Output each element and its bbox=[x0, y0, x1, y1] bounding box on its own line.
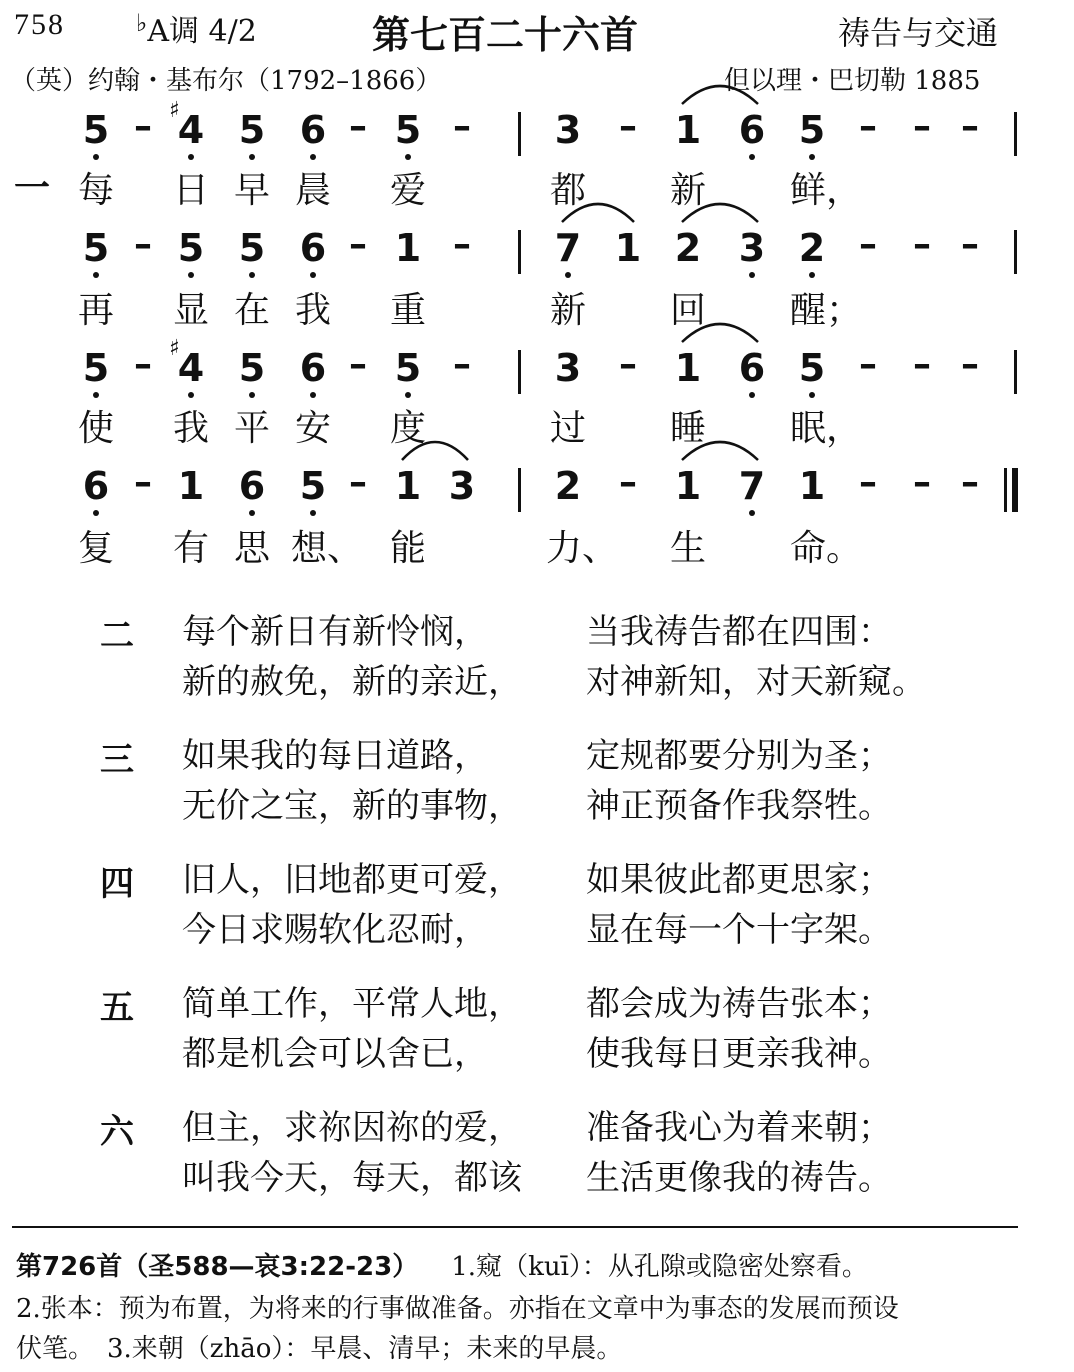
lyric-word: 再 bbox=[77, 290, 115, 331]
hymn-category: 祷告与交通 bbox=[838, 14, 999, 52]
sharp-sign: ♯ bbox=[169, 336, 180, 361]
lyric-word: 鲜， bbox=[789, 170, 863, 211]
duration-dash: – bbox=[961, 344, 979, 385]
lyric-word: 我 bbox=[294, 290, 332, 331]
verse-line: 显在每一个十字架。 bbox=[586, 910, 892, 950]
note-digit: 1 bbox=[674, 464, 702, 508]
lyric-word: 晨 bbox=[294, 170, 332, 211]
note-digit: 4 bbox=[177, 346, 205, 390]
verse-number: 五 bbox=[100, 988, 134, 1028]
verse-line: 如果我的每日道路， bbox=[182, 736, 488, 776]
note-digit: 5 bbox=[394, 346, 422, 390]
duration-dash: – bbox=[859, 224, 877, 265]
lyric-word: 度 bbox=[389, 408, 427, 449]
lyric-word: 早 bbox=[233, 170, 271, 211]
verse-number-1: 一 bbox=[14, 167, 51, 209]
lyric-word: 思 bbox=[233, 528, 271, 569]
lyric-word: 日 bbox=[172, 170, 210, 211]
note-digit: 6 bbox=[738, 108, 766, 152]
note-digit: 6 bbox=[299, 226, 327, 270]
note-digit: 3 bbox=[554, 108, 582, 152]
duration-dash: – bbox=[913, 344, 931, 385]
duration-dash: – bbox=[619, 462, 637, 503]
duration-dash: – bbox=[859, 344, 877, 385]
note-digit: 5 bbox=[82, 226, 110, 270]
duration-dash: – bbox=[619, 344, 637, 385]
duration-dash: – bbox=[961, 224, 979, 265]
lyric-word: 过 bbox=[549, 408, 587, 449]
note-digit: 7 bbox=[738, 464, 766, 508]
verse-line: 每个新日有新怜悯， bbox=[182, 612, 488, 652]
note-digit: 5 bbox=[177, 226, 205, 270]
lyric-word: 爱 bbox=[389, 170, 427, 211]
duration-dash: – bbox=[859, 106, 877, 147]
duration-dash: – bbox=[349, 344, 367, 385]
duration-dash: – bbox=[134, 224, 152, 265]
verse-line: 新的赦免，新的亲近， bbox=[182, 662, 522, 702]
note-digit: 5 bbox=[798, 346, 826, 390]
lyric-word: 复 bbox=[77, 528, 115, 569]
verse-line: 都会成为祷告张本； bbox=[586, 984, 892, 1024]
verse-line: 简单工作，平常人地， bbox=[182, 984, 522, 1024]
verse-line: 生活更像我的祷告。 bbox=[586, 1158, 892, 1198]
note-digit: 4 bbox=[177, 108, 205, 152]
note-digit: 5 bbox=[394, 108, 422, 152]
note-digit: 3 bbox=[448, 464, 476, 508]
duration-dash: – bbox=[913, 224, 931, 265]
duration-dash: – bbox=[134, 462, 152, 503]
lyric-word: 有 bbox=[172, 528, 210, 569]
lyric-word: 能 bbox=[389, 528, 427, 569]
lyric-word: 安 bbox=[294, 408, 332, 449]
verse-number: 二 bbox=[100, 616, 134, 656]
lyric-word: 眠， bbox=[789, 408, 863, 449]
duration-dash: – bbox=[134, 106, 152, 147]
flat-symbol: ♭ bbox=[136, 9, 148, 37]
lyric-word: 生 bbox=[669, 528, 707, 569]
scripture-reference: 第726首（圣588—哀3:22-23） bbox=[16, 1252, 419, 1282]
note-digit: 5 bbox=[238, 226, 266, 270]
composer: 但以理・巴切勒 1885 bbox=[724, 66, 981, 96]
verse-line: 对神新知，对天新窥。 bbox=[586, 662, 926, 702]
key-label: A调 4/2 bbox=[147, 14, 257, 49]
verse-line: 旧人，旧地都更可爱， bbox=[182, 860, 522, 900]
duration-dash: – bbox=[453, 344, 471, 385]
slur-marks bbox=[0, 0, 1074, 600]
verse-line: 无价之宝，新的事物， bbox=[182, 786, 522, 826]
verse-line: 但主，求祢因祢的爱， bbox=[182, 1108, 522, 1148]
duration-dash: – bbox=[349, 462, 367, 503]
duration-dash: – bbox=[349, 224, 367, 265]
duration-dash: – bbox=[913, 462, 931, 503]
hymn-number: 758 bbox=[14, 8, 65, 41]
verse-number: 四 bbox=[100, 864, 134, 904]
note-digit: 1 bbox=[177, 464, 205, 508]
slur bbox=[682, 324, 758, 342]
note-digit: 1 bbox=[614, 226, 642, 270]
lyric-word: 回 bbox=[669, 290, 707, 331]
note-digit: 5 bbox=[82, 346, 110, 390]
note-digit: 3 bbox=[554, 346, 582, 390]
verse-number: 三 bbox=[100, 740, 134, 780]
verse-line: 当我祷告都在四围： bbox=[586, 612, 892, 652]
duration-dash: – bbox=[619, 106, 637, 147]
duration-dash: – bbox=[913, 106, 931, 147]
slur bbox=[682, 204, 758, 222]
duration-dash: – bbox=[453, 106, 471, 147]
lyric-word: 重 bbox=[389, 290, 427, 331]
verse-line: 准备我心为着来朝； bbox=[586, 1108, 892, 1148]
lyric-word: 我 bbox=[172, 408, 210, 449]
verse-line: 神正预备作我祭牲。 bbox=[586, 786, 892, 826]
note-digit: 1 bbox=[394, 464, 422, 508]
lyric-word: 醒； bbox=[789, 290, 863, 331]
lyric-word: 睡 bbox=[669, 408, 707, 449]
lyric-word: 都 bbox=[549, 170, 587, 211]
footnote-2: 2.张本：预为布置，为将来的行事做准备。亦指在文章中为事态的发展而预设 bbox=[16, 1294, 899, 1324]
slur bbox=[402, 442, 468, 460]
note-digit: 5 bbox=[299, 464, 327, 508]
note-digit: 6 bbox=[299, 346, 327, 390]
footnote-3: 伏笔。 3.来朝（zhāo）：早晨、清早；未来的早晨。 bbox=[16, 1334, 623, 1364]
note-digit: 1 bbox=[674, 346, 702, 390]
note-digit: 2 bbox=[554, 464, 582, 508]
note-digit: 1 bbox=[394, 226, 422, 270]
lyric-word: 力、 bbox=[545, 528, 619, 569]
note-digit: 6 bbox=[238, 464, 266, 508]
lyric-word: 想、 bbox=[290, 528, 364, 569]
lyric-word: 新 bbox=[669, 170, 707, 211]
note-digit: 6 bbox=[82, 464, 110, 508]
sharp-sign: ♯ bbox=[169, 98, 180, 123]
duration-dash: – bbox=[961, 462, 979, 503]
lyric-word: 命。 bbox=[789, 528, 863, 569]
verse-line: 定规都要分别为圣； bbox=[586, 736, 892, 776]
note-digit: 3 bbox=[738, 226, 766, 270]
note-digit: 6 bbox=[738, 346, 766, 390]
footer-divider bbox=[12, 1226, 1018, 1228]
duration-dash: – bbox=[134, 344, 152, 385]
slur bbox=[682, 442, 758, 460]
lyric-word: 每 bbox=[77, 170, 115, 211]
duration-dash: – bbox=[961, 106, 979, 147]
lyric-word: 显 bbox=[172, 290, 210, 331]
lyric-word: 使 bbox=[77, 408, 115, 449]
footnote-1: 1.窥（kuī）：从孔隙或隐密处察看。 bbox=[451, 1252, 868, 1282]
duration-dash: – bbox=[453, 224, 471, 265]
note-digit: 2 bbox=[798, 226, 826, 270]
hymn-title: 第七百二十六首 bbox=[372, 13, 639, 57]
verse-line: 使我每日更亲我神。 bbox=[586, 1034, 892, 1074]
note-digit: 7 bbox=[554, 226, 582, 270]
note-digit: 5 bbox=[82, 108, 110, 152]
duration-dash: – bbox=[859, 462, 877, 503]
note-digit: 5 bbox=[798, 108, 826, 152]
verse-line: 如果彼此都更思家； bbox=[586, 860, 892, 900]
lyric-word: 平 bbox=[233, 408, 271, 449]
footer-line-1 bbox=[16, 1246, 868, 1283]
verse-line: 今日求赐软化忍耐， bbox=[182, 910, 488, 950]
lyric-word: 新 bbox=[549, 290, 587, 331]
slur bbox=[682, 86, 758, 104]
verse-line: 都是机会可以舍已， bbox=[182, 1034, 488, 1074]
note-digit: 2 bbox=[674, 226, 702, 270]
verse-line: 叫我今天，每天，都该 bbox=[182, 1158, 522, 1198]
slur bbox=[562, 204, 634, 222]
duration-dash: – bbox=[349, 106, 367, 147]
verse-number: 六 bbox=[100, 1112, 134, 1152]
note-digit: 6 bbox=[299, 108, 327, 152]
note-digit: 1 bbox=[798, 464, 826, 508]
note-digit: 5 bbox=[238, 346, 266, 390]
lyricist: （英）约翰・基布尔（1792–1866） bbox=[10, 66, 442, 96]
lyric-word: 在 bbox=[233, 290, 271, 331]
note-digit: 5 bbox=[238, 108, 266, 152]
note-digit: 1 bbox=[674, 108, 702, 152]
